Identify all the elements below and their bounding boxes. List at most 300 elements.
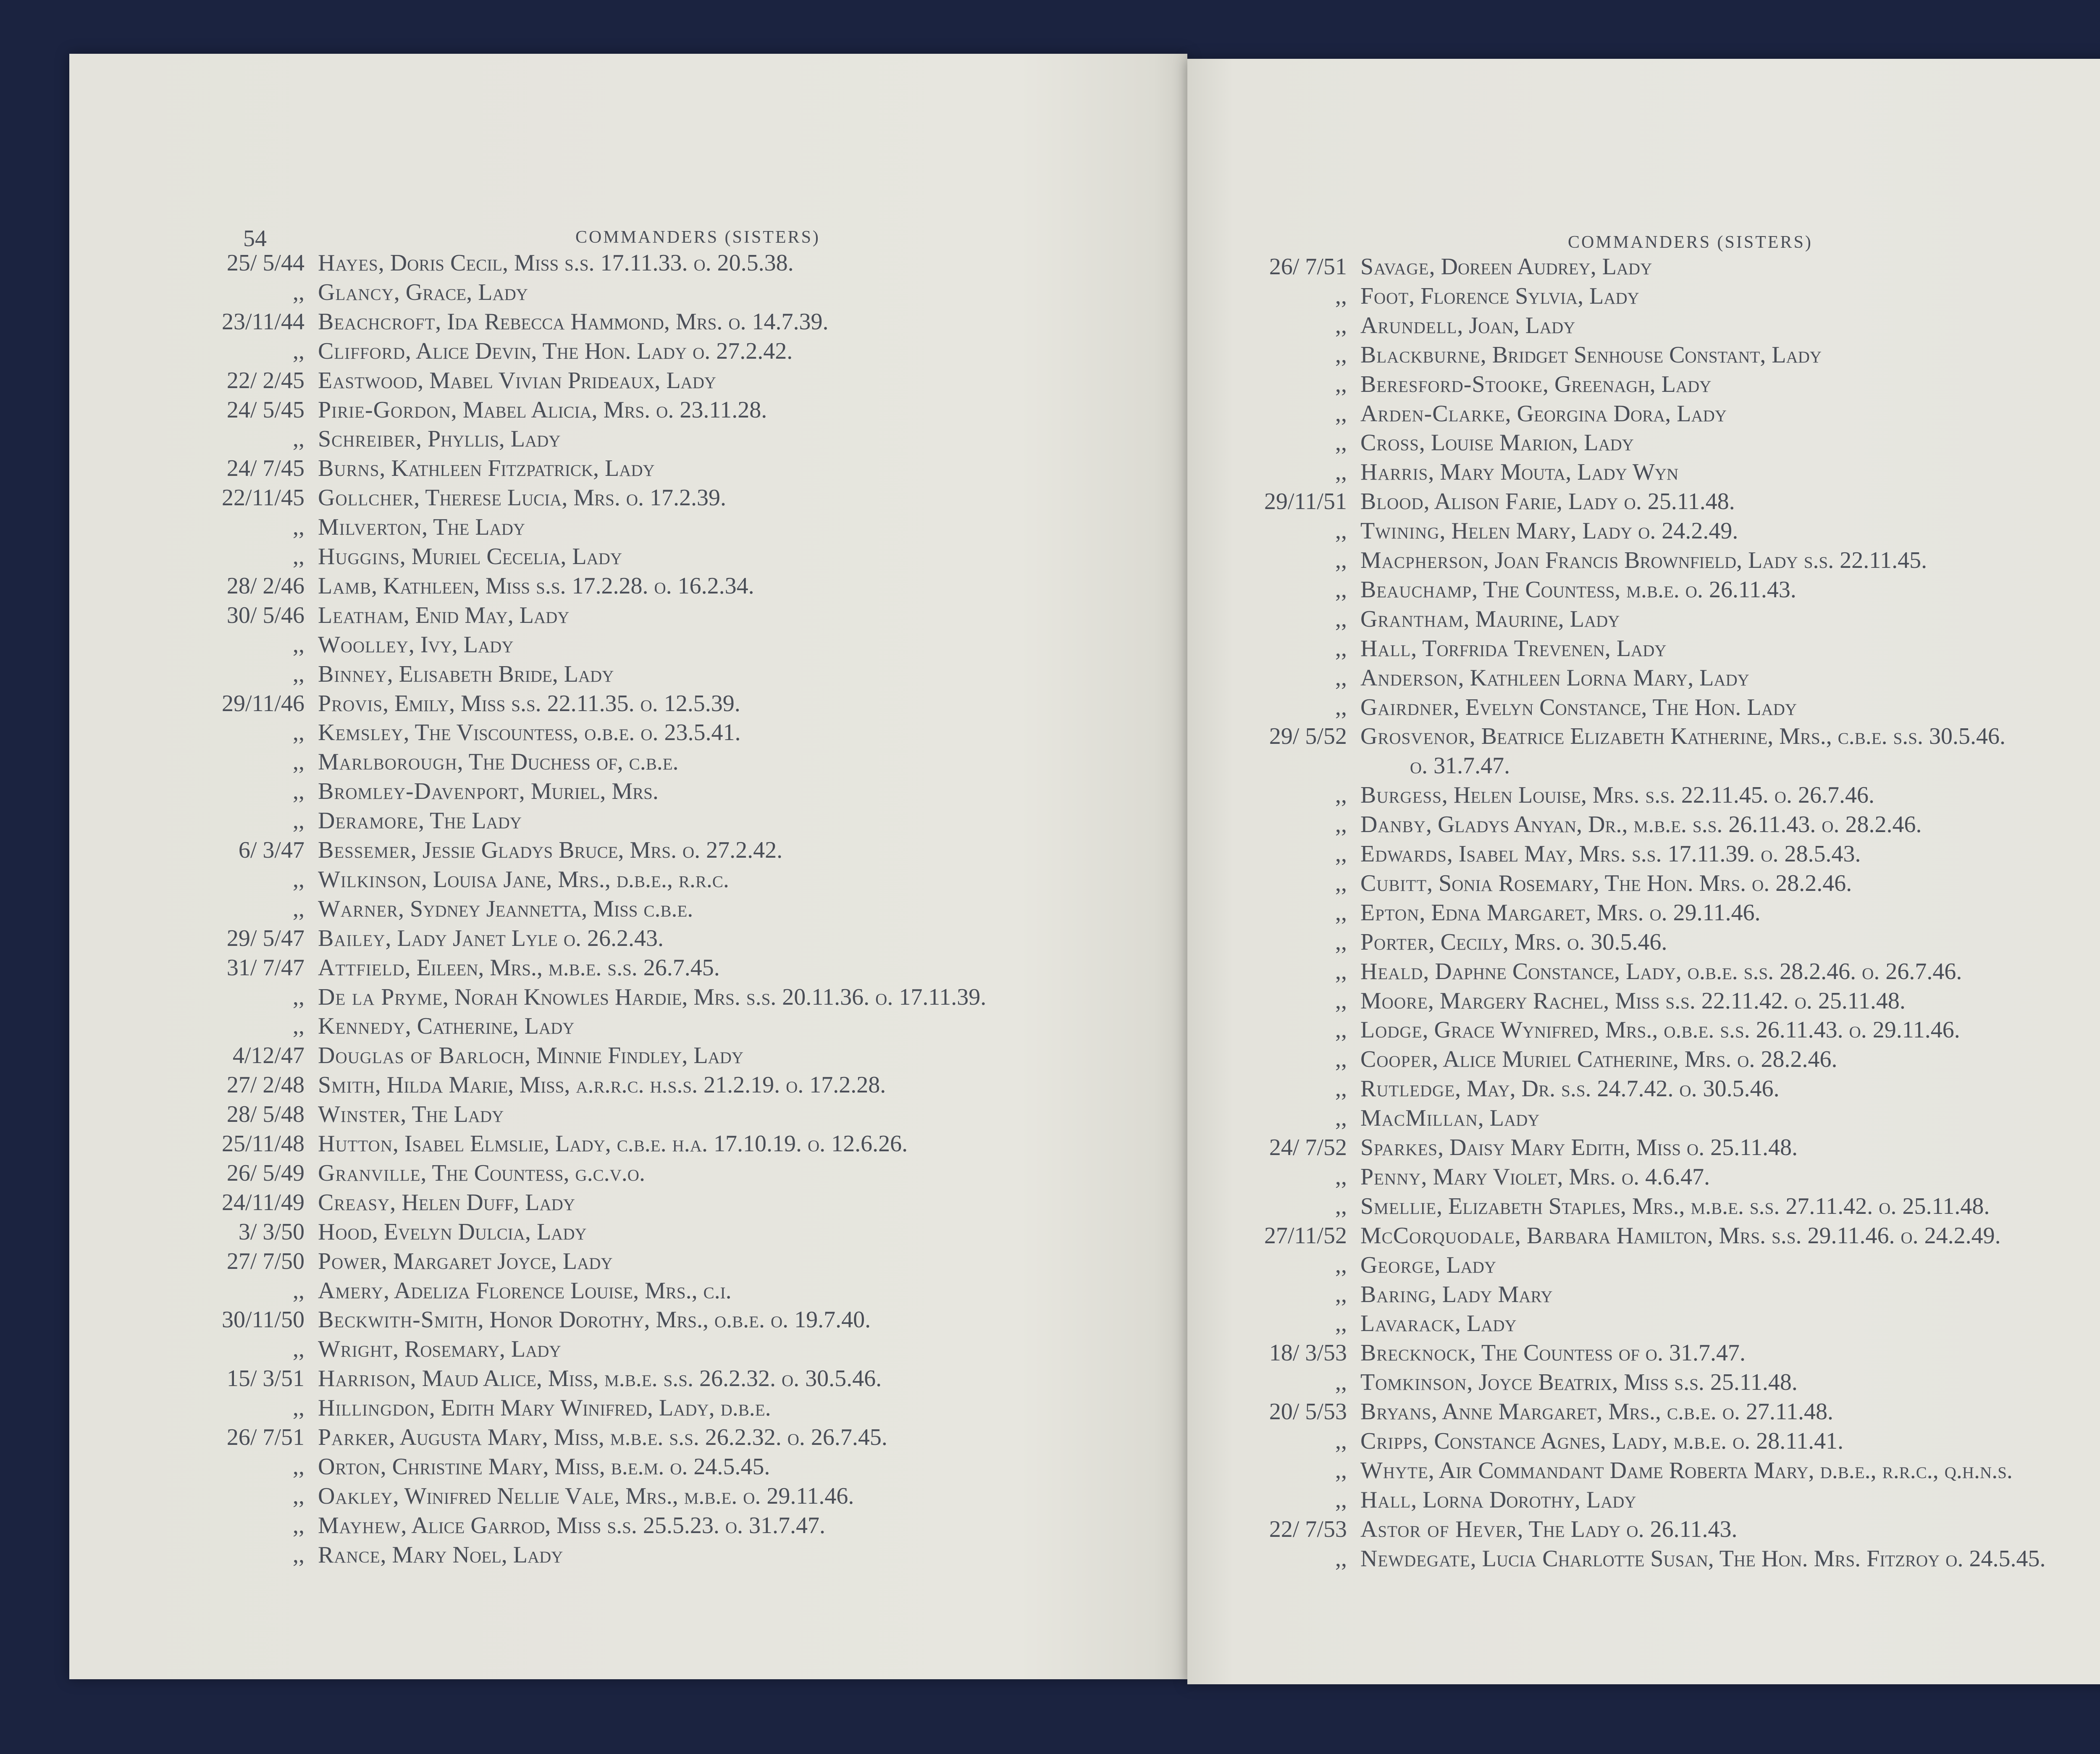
entry-date: 25/11/48 (221, 1131, 304, 1157)
entry-date: 25/ 5/44 (226, 250, 304, 276)
entry-name (1360, 1192, 1990, 1221)
entry-details: , Enid May, Lady (403, 602, 570, 628)
entry-name (318, 483, 726, 512)
entry-date: 24/11/49 (221, 1189, 304, 1216)
entry-date: 29/ 5/52 (1269, 723, 1347, 750)
entry-details: , Air Commandant Dame Roberta Mary, d.b.e., r.r.c., q.h.n.s. (1428, 1457, 2013, 1484)
entry-date: ,, (293, 1013, 304, 1040)
entry-surname: Blood (1360, 488, 1424, 515)
entry-details: , Norah Knowles Hardie, Mrs. s.s. 20.11.36. o. 17.11.39. (442, 984, 987, 1010)
entry-details: , Muriel Cecelia, Lady (399, 544, 622, 570)
left-page (69, 54, 1187, 1679)
entry-name (318, 1247, 613, 1276)
entry-details: , Winifred Nellie Vale, Mrs., m.b.e. o. 29.11.46. (393, 1483, 854, 1509)
entry-surname: Deramore (318, 808, 419, 834)
entry-name (318, 601, 569, 630)
entry-name (1360, 340, 1822, 370)
entry-name (318, 747, 679, 777)
entry-name (318, 1188, 575, 1217)
entry-name (318, 571, 754, 601)
entry-name (318, 1334, 561, 1364)
entry-date: ,, (1335, 459, 1347, 486)
entry-name (1360, 1221, 2001, 1250)
entry-date: ,, (1335, 694, 1347, 720)
entry-date: 29/ 5/47 (226, 925, 304, 951)
entry-name (1360, 311, 1575, 340)
entry-date: ,, (1335, 1163, 1347, 1190)
entry-surname: Schreiber (318, 426, 416, 452)
entry-surname: Blackburne (1360, 341, 1480, 368)
entry-name (1360, 1515, 1738, 1544)
entry-details: , Louise Marion, Lady (1419, 430, 1634, 456)
entry-surname: Danby (1360, 811, 1426, 838)
entry-surname: Milverton (318, 514, 422, 541)
entry-name (1360, 1162, 1710, 1192)
entry-surname: Wright (318, 1336, 393, 1363)
entry-date: ,, (1335, 518, 1347, 544)
entry-details: , Lady (1434, 1252, 1496, 1278)
entry-name (1360, 252, 1652, 281)
entry-name (1360, 722, 2006, 751)
entry-details: , The Lady (400, 1101, 504, 1128)
entry-surname: Leatham (318, 602, 404, 628)
entry-surname: Wilkinson (318, 866, 422, 893)
entry-details: , Kathleen, Miss s.s. 17.2.28. o. 16.2.34. (371, 572, 754, 599)
entry-details: , Edna Margaret, Mrs. o. 29.11.46. (1419, 899, 1761, 926)
entry-details: , Alice Garrod, Miss s.s. 25.5.23. o. 31.7.47. (401, 1512, 826, 1539)
entry-surname: Hall (1360, 635, 1411, 662)
entry-date: ,, (1335, 1046, 1347, 1073)
entry-surname: Savage (1360, 254, 1429, 280)
entry-surname: Bessemer (318, 837, 411, 863)
entry-name (318, 1276, 732, 1305)
entry-surname: Lavarack (1360, 1310, 1455, 1337)
entry-details: , Margery Rachel, Miss s.s. 22.11.42. o. 25.11.48. (1428, 987, 1906, 1014)
entry-details: , Grace Wynifred, Mrs., o.b.e. s.s. 26.11.43. o. 29.11.46. (1422, 1017, 1960, 1043)
entry-name (318, 806, 522, 835)
entry-surname: Mayhew (318, 1512, 401, 1539)
entry-name (318, 1129, 908, 1158)
entry-name (318, 1452, 770, 1481)
entry-date: ,, (293, 866, 304, 893)
entry-name (318, 894, 693, 924)
entry-date: ,, (293, 631, 304, 658)
entry-date: ,, (1335, 606, 1347, 632)
entry-details: , Alison Farie, Lady o. 25.11.48. (1423, 488, 1735, 515)
entry-date: 6/ 3/47 (238, 837, 304, 863)
entry-date: ,, (1335, 664, 1347, 691)
entry-surname: Bromley-Davenport (318, 778, 519, 805)
entry-details: , Ivy, Lady (408, 631, 514, 658)
entry-name (1360, 1045, 1837, 1074)
entry-name (1360, 839, 1861, 869)
entry-surname: Grantham (1360, 606, 1464, 632)
entry-surname: Smellie (1360, 1193, 1437, 1219)
entry-surname: Beachcroft (318, 308, 436, 335)
entry-details: , Alice Muriel Catherine, Mrs. o. 28.2.46. (1432, 1046, 1838, 1073)
entry-surname: Rance (318, 1541, 381, 1568)
entry-surname: Orton (318, 1453, 381, 1480)
entry-surname: Power (318, 1248, 381, 1274)
entry-date: ,, (293, 544, 304, 570)
entry-name (318, 1364, 882, 1393)
entry-details: , Adeliza Florence Louise, Mrs., c.i. (383, 1277, 732, 1304)
entry-name (1360, 487, 1735, 516)
entry-name (1360, 780, 1874, 810)
entry-name (1360, 927, 1667, 957)
entry-date: ,, (1335, 870, 1347, 896)
entry-name (1360, 575, 1796, 604)
entry-details: , The Viscountess, o.b.e. o. 23.5.41. (403, 719, 741, 746)
entry-name (318, 1511, 825, 1540)
entry-date: ,, (1335, 899, 1347, 926)
entry-date: 29/11/51 (1264, 488, 1347, 515)
entry-surname: Cooper (1360, 1046, 1433, 1073)
entry-details: , Joan Francis Brownfield, Lady s.s. 22.11.45. (1483, 547, 1927, 573)
entry-name (1410, 751, 1510, 780)
entry-date: 20/ 5/53 (1269, 1399, 1347, 1425)
entry-date: ,, (1335, 841, 1347, 867)
entry-name (1360, 1397, 1833, 1426)
entry-surname: Foot (1360, 283, 1409, 309)
entry-name (1360, 1338, 1746, 1368)
entry-details: , Sonia Rosemary, The Hon. Mrs. o. 28.2.46. (1427, 870, 1852, 896)
entry-date: ,, (1335, 371, 1347, 397)
entry-name (318, 512, 525, 542)
entry-date: 28/ 5/48 (226, 1101, 304, 1128)
entry-name (318, 835, 782, 865)
entry-details: , Minnie Findley, Lady (525, 1042, 744, 1069)
entry-surname: Winster (318, 1101, 401, 1128)
entry-date: 4/12/47 (232, 1042, 304, 1069)
entry-details: , Ida Rebecca Hammond, Mrs. o. 14.7.39. (435, 308, 829, 335)
entry-name (318, 659, 614, 689)
entry-details: , Augusta Mary, Miss, m.b.e. s.s. 26.2.32. o. 26.7.45. (389, 1424, 887, 1450)
entry-date: ,, (293, 1483, 304, 1509)
entry-details: , The Lady (422, 514, 525, 541)
entry-date: ,, (293, 426, 304, 452)
entry-details: , Catherine, Lady (405, 1013, 575, 1040)
entry-surname: Cripps (1360, 1428, 1423, 1454)
entry-details: , Isabel May, Mrs. s.s. 17.11.39. o. 28.5.43. (1446, 841, 1861, 867)
entry-surname: Beauchamp (1360, 576, 1472, 603)
entry-date: ,, (1335, 1486, 1347, 1513)
entry-name (1360, 693, 1797, 722)
entry-details: , Sydney Jeannetta, Miss c.b.e. (398, 895, 693, 922)
entry-surname: Beresford-Stooke (1360, 371, 1543, 397)
entry-surname: Porter (1360, 929, 1429, 955)
entry-details: , Barbara Hamilton, Mrs. s.s. 29.11.46. o. 24.2.49. (1515, 1222, 2001, 1249)
entry-details: , Eileen, Mrs., m.b.e. s.s. 26.7.45. (404, 954, 720, 981)
entry-name (318, 1481, 854, 1511)
entry-name (1360, 957, 1962, 986)
entry-details: , Lady Janet Lyle o. 26.2.43. (385, 925, 664, 951)
entry-name (1360, 1074, 1780, 1103)
entry-surname: MacMillan (1360, 1105, 1478, 1132)
entry-details: , Phyllis, Lady (416, 426, 561, 452)
entry-surname: Brecknock (1360, 1340, 1470, 1366)
entry-details: , Mabel Vivian Prideaux, Lady (417, 367, 717, 394)
entry-details: , Lady Mary (1430, 1281, 1553, 1308)
entry-date: 27/ 7/50 (226, 1248, 304, 1274)
entry-details: , Elisabeth Bride, Lady (387, 661, 614, 687)
entry-surname: Gairdner (1360, 694, 1454, 720)
entry-details: , Kathleen Fitzpatrick, Lady (379, 455, 655, 482)
entry-details: , Evelyn Dulcia, Lady (372, 1218, 587, 1245)
entry-surname: Astor of Hever (1360, 1516, 1517, 1542)
entry-details: , Mary Noel, Lady (380, 1541, 563, 1568)
entry-details: , Therese Lucia, Mrs. o. 17.2.39. (414, 485, 726, 511)
entry-surname: Cross (1360, 430, 1419, 456)
entry-date: ,, (293, 338, 304, 364)
entry-date: 18/ 3/53 (1269, 1340, 1347, 1366)
entry-date: ,, (293, 1541, 304, 1568)
entry-details: , Florence Sylvia, Lady (1409, 283, 1639, 309)
entry-surname: Hillingdon (318, 1395, 429, 1421)
entry-surname: Douglas of Barloch (318, 1042, 525, 1069)
entry-details: , Margaret Joyce, Lady (381, 1248, 613, 1274)
entry-date: ,, (1335, 1545, 1347, 1572)
entry-details: , Joyce Beatrix, Miss s.s. 25.11.48. (1467, 1369, 1798, 1396)
entry-details: , The Countess of o. 31.7.47. (1470, 1340, 1746, 1366)
entry-details: , Doris Cecil, Miss s.s. 17.11.33. o. 20.5.38. (378, 250, 794, 276)
entry-date: 29/11/46 (221, 690, 304, 717)
entry-name (318, 777, 659, 806)
entry-surname: De la Pryme (318, 984, 443, 1010)
entry-details: , Daisy Mary Edith, Miss o. 25.11.48. (1438, 1134, 1798, 1161)
entry-surname: Anderson (1360, 664, 1458, 691)
entry-surname: McCorquodale (1360, 1222, 1515, 1249)
entry-date: 26/ 7/51 (226, 1424, 304, 1450)
entry-name (318, 982, 986, 1012)
entry-date: ,, (293, 661, 304, 687)
entry-date: ,, (1335, 1076, 1347, 1102)
entry-details: , The Lady (418, 808, 522, 834)
entry-name (1360, 457, 1678, 487)
entry-date: ,, (1335, 1428, 1347, 1454)
entry-name (1360, 370, 1711, 399)
entry-surname: Twining (1360, 518, 1440, 544)
entry-surname: Beckwith-Smith (318, 1307, 478, 1333)
entry-name (318, 1041, 743, 1070)
entry-date: ,, (1335, 1310, 1347, 1337)
entry-details: , Louisa Jane, Mrs., d.b.e., r.r.c. (421, 866, 729, 893)
entry-details: , Edith Mary Winifred, Lady, d.b.e. (429, 1395, 771, 1421)
entry-name (1360, 634, 1667, 663)
entry-name (1360, 604, 1620, 634)
entry-name (1360, 1015, 1960, 1045)
entry-surname: George (1360, 1252, 1435, 1278)
entry-name (318, 1011, 574, 1041)
entry-name (318, 1217, 587, 1247)
entry-name (1360, 1485, 1636, 1515)
entry-details: , The Countess, m.b.e. o. 26.11.43. (1472, 576, 1796, 603)
entry-details: , Helen Louise, Mrs. s.s. 22.11.45. o. 26.7.46. (1441, 782, 1874, 809)
entry-surname: Baring (1360, 1281, 1431, 1308)
entry-surname: Heald (1360, 958, 1423, 985)
entry-details: , The Countess, g.c.v.o. (420, 1160, 645, 1186)
entry-date: 31/ 7/47 (226, 954, 304, 981)
entry-details: , Cecily, Mrs. o. 30.5.46. (1428, 929, 1667, 955)
entry-surname: Eastwood (318, 367, 418, 394)
running-head: COMMANDERS (SISTERS) (575, 228, 820, 247)
entry-details: , Constance Agnes, Lady, m.b.e. o. 28.11.41. (1422, 1428, 1844, 1454)
entry-surname: Kemsley (318, 719, 404, 746)
entry-details: , Maud Alice, Miss, m.b.e. s.s. 26.2.32. o. 30.5.46. (410, 1365, 882, 1392)
entry-details: , Emily, Miss s.s. 22.11.35. o. 12.5.39. (383, 690, 740, 717)
entry-date: 26/ 7/51 (1269, 254, 1347, 280)
entry-date: ,, (293, 1512, 304, 1539)
entry-name (1360, 1309, 1517, 1338)
entry-surname: Huggins (318, 544, 400, 570)
entry-details: , Helen Mary, Lady o. 24.2.49. (1439, 518, 1738, 544)
entry-details: , Lucia Charlotte Susan, The Hon. Mrs. Fitzroy o. 24.5.45. (1470, 1545, 2046, 1572)
entry-surname: Tomkinson (1360, 1369, 1467, 1396)
entry-name (1360, 1544, 2045, 1573)
entry-name (318, 718, 740, 747)
entry-name (318, 865, 729, 894)
entry-surname: Harris (1360, 459, 1428, 486)
entry-date: ,, (293, 719, 304, 746)
entry-date: ,, (1335, 782, 1347, 809)
entry-name (1360, 1250, 1496, 1280)
entry-date: 23/11/44 (221, 308, 304, 335)
entry-surname: Penny (1360, 1163, 1421, 1190)
entry-surname: Provis (318, 690, 383, 717)
entry-details: , Helen Duff, Lady (390, 1189, 575, 1216)
entry-date: ,, (293, 808, 304, 834)
entry-name (1360, 281, 1639, 311)
entry-surname: Epton (1360, 899, 1420, 926)
entry-details: , Maurine, Lady (1463, 606, 1620, 632)
entry-date: 28/ 2/46 (226, 572, 304, 599)
entry-name (1360, 1426, 1843, 1456)
entry-date: ,, (1335, 1193, 1347, 1219)
entry-details: , Anne Margaret, Mrs., c.b.e. o. 27.11.48. (1431, 1399, 1833, 1425)
entry-date: 22/ 7/53 (1269, 1516, 1347, 1542)
entry-name (318, 689, 740, 718)
entry-surname: Newdegate (1360, 1545, 1470, 1572)
entry-name (1360, 810, 1922, 839)
entry-date: ,, (1335, 811, 1347, 838)
entry-date: 27/11/52 (1264, 1222, 1347, 1249)
entry-date: ,, (1335, 987, 1347, 1014)
entry-surname: Burgess (1360, 782, 1442, 809)
entry-name (1360, 1368, 1798, 1397)
entry-surname: Amery (318, 1277, 383, 1304)
entry-details: , Mary Mouta, Lady Wyn (1428, 459, 1679, 486)
entry-date: ,, (293, 279, 304, 305)
entry-name (318, 1070, 886, 1100)
entry-details: , Joan, Lady (1457, 312, 1575, 339)
entry-details: , The Lady o. 26.11.43. (1517, 1516, 1738, 1542)
entry-date: ,, (293, 514, 304, 541)
entry-surname: Oakley (318, 1483, 393, 1509)
entry-date: ,, (1335, 1457, 1347, 1484)
entry-date: ,, (1335, 341, 1347, 368)
entry-name (1360, 986, 1906, 1016)
entry-details: , Muriel, Mrs. (519, 778, 659, 805)
entry-date: ,, (293, 778, 304, 805)
entry-surname: Macpherson (1360, 547, 1483, 573)
entry-name (318, 1158, 645, 1188)
entry-surname: Hayes (318, 250, 378, 276)
entry-date: ,, (1335, 1017, 1347, 1043)
entry-surname: Binney (318, 661, 387, 687)
entry-date: ,, (1335, 635, 1347, 662)
entry-name (318, 248, 794, 278)
entry-name (1360, 1133, 1798, 1162)
entry-surname: Woolley (318, 631, 409, 658)
entry-surname: Bryans (1360, 1399, 1432, 1425)
entry-date: ,, (1335, 547, 1347, 573)
entry-name (318, 1100, 504, 1129)
entry-surname: Kennedy (318, 1013, 405, 1040)
entry-surname: Glancy (318, 279, 394, 305)
entry-surname: Edwards (1360, 841, 1447, 867)
entry-date: ,, (293, 1395, 304, 1421)
entry-surname: Arundell (1360, 312, 1457, 339)
entry-surname: Granville (318, 1160, 421, 1186)
entry-date: ,, (1335, 430, 1347, 456)
entry-details: , Bridget Senhouse Constant, Lady (1480, 341, 1822, 368)
entry-date: 26/ 5/49 (226, 1160, 304, 1186)
entry-name (1360, 516, 1738, 546)
entry-date: 3/ 3/50 (238, 1218, 304, 1245)
entry-surname: Smith (318, 1072, 375, 1098)
entry-surname: Burns (318, 455, 380, 482)
entry-details: , Alice Devin, The Hon. Lady o. 27.2.42. (405, 338, 793, 364)
entry-surname: Sparkes (1360, 1134, 1438, 1161)
entry-surname: Hutton (318, 1131, 393, 1157)
entry-name (318, 366, 716, 395)
entry-date: ,, (293, 895, 304, 922)
entry-date: ,, (1335, 576, 1347, 603)
entry-surname: Bailey (318, 925, 386, 951)
entry-details: , Lorna Dorothy, Lady (1411, 1486, 1636, 1513)
entry-name (318, 307, 829, 336)
entry-surname: Lodge (1360, 1017, 1423, 1043)
entry-details: , Christine Mary, Miss, b.e.m. o. 24.5.45. (380, 1453, 770, 1480)
entry-date: ,, (1335, 400, 1347, 427)
entry-name (1360, 869, 1852, 898)
entry-surname: Parker (318, 1424, 389, 1450)
entry-name (318, 1423, 887, 1452)
entry-surname: Rutledge (1360, 1076, 1455, 1102)
entry-name (1360, 399, 1727, 428)
entry-details: , Rosemary, Lady (393, 1336, 561, 1363)
entry-name (318, 454, 655, 483)
entry-details: , Torfrida Trevenen, Lady (1411, 635, 1667, 662)
entry-details: , Evelyn Constance, The Hon. Lady (1453, 694, 1797, 720)
entry-date: ,, (293, 749, 304, 775)
entry-name (1360, 663, 1749, 693)
entry-date: ,, (1335, 1281, 1347, 1308)
entry-name (318, 542, 622, 571)
entry-details: , Mabel Alicia, Mrs. o. 23.11.28. (451, 396, 767, 423)
entry-date: 24/ 5/45 (226, 396, 304, 423)
entry-surname: Gollcher (318, 485, 414, 511)
entry-name (318, 953, 720, 982)
entry-date: 22/ 2/45 (226, 367, 304, 394)
entry-surname: Lamb (318, 572, 372, 599)
entry-name (1360, 1280, 1553, 1309)
entry-date: 27/ 2/48 (226, 1072, 304, 1098)
entry-details: , The Duchess of, c.b.e. (457, 749, 679, 775)
entry-date: ,, (1335, 958, 1347, 985)
entry-date: ,, (1335, 929, 1347, 955)
entry-surname: Clifford (318, 338, 405, 364)
